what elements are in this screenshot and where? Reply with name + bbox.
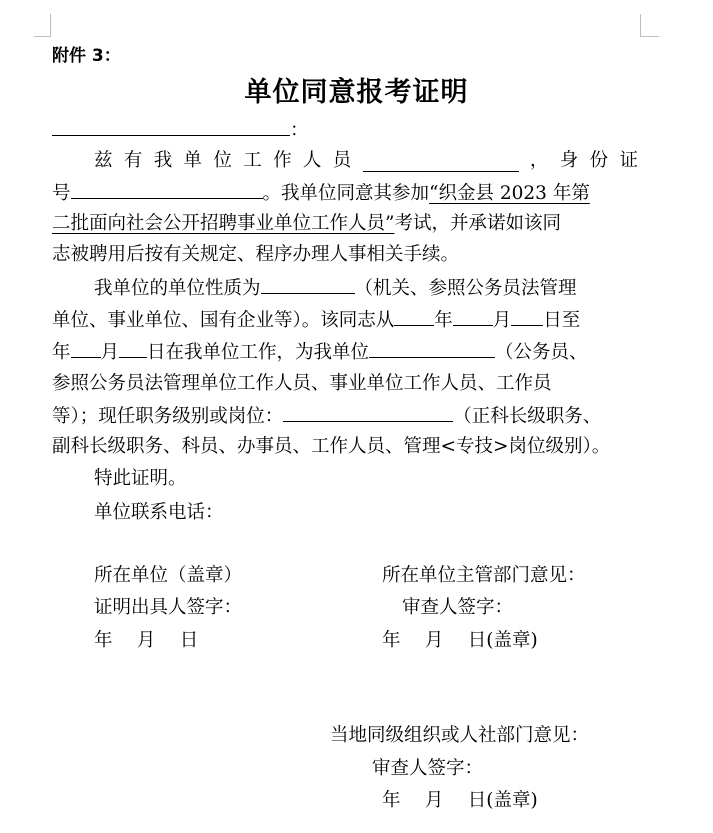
unit-seal-label: 所在单位（盖章） (94, 565, 243, 586)
local-reviewer-label: 审查人签字： (372, 758, 484, 779)
para2-line1 (94, 273, 642, 303)
para1-char: 作 (273, 150, 292, 171)
para1-line1 (94, 146, 638, 176)
position-type-blank[interactable] (369, 337, 495, 358)
page-title: 单位同意报考证明 (244, 77, 469, 108)
para2-line6: 副科长级职务、科员、办事员、工作人员、管理<专技>岗位级别）。 (52, 436, 611, 457)
dept-reviewer-label: 审查人签字： (402, 597, 514, 618)
para1-comma: ， (529, 150, 549, 171)
para1-line3 (52, 209, 642, 239)
para2-text: 单位、事业单位、国有企业等）。该同志从 (52, 310, 395, 331)
local-date-label: 年 月 日(盖章) (382, 790, 538, 811)
para2-line5 (52, 401, 642, 431)
para2-line4: 参照公务员法管理单位工作人员、事业单位工作人员、工作员 (52, 373, 552, 394)
para1-char: 人 (302, 150, 322, 171)
para1-char: 位 (213, 150, 232, 171)
para1-text: 号 (52, 183, 71, 204)
month-label: 月 (100, 342, 120, 363)
to-day-blank[interactable] (119, 337, 147, 358)
staff-name-blank[interactable] (363, 151, 519, 172)
from-year-blank[interactable] (394, 305, 434, 326)
local-opinion-label: 当地同级组织或人社部门意见： (330, 725, 590, 746)
para2-text: 等）；现任职务级别或岗位： (52, 406, 284, 427)
exam-name-part2: 二批面向社会公开招聘事业单位工作人员” (52, 213, 395, 234)
para1-char: 身 (559, 150, 579, 171)
salutation-line (52, 115, 642, 145)
dept-opinion-label: 所在单位主管部门意见： (382, 565, 586, 586)
para2-line3 (52, 337, 642, 367)
para2-text: 日在我单位工作，为我单位 (147, 342, 370, 363)
special-note: 特此证明。 (94, 468, 187, 489)
unit-nature-blank[interactable] (261, 273, 355, 294)
page-corner-mark-right (640, 14, 659, 37)
para1-text: 。我单位同意其参加 (262, 183, 430, 204)
from-month-blank[interactable] (453, 305, 493, 326)
para1-char: 我 (153, 150, 173, 171)
para1-text: 考试，并承诺如该同 (394, 213, 561, 234)
certifier-signature-label: 证明出具人签字： (94, 597, 243, 618)
page-corner-mark-left (34, 14, 51, 37)
para2-text: （公务员、 (495, 342, 588, 363)
para1-line2 (52, 178, 642, 208)
from-day-blank[interactable] (511, 305, 543, 326)
day-to-label: 日至 (543, 310, 581, 331)
para1-line4: 志被聘用后按有关规定、程序办理人事相关手续。 (52, 244, 460, 265)
unit-phone-label: 单位联系电话： (94, 502, 224, 523)
dept-date-label: 年 月 日(盖章) (382, 630, 538, 651)
salutation-colon: ： (290, 120, 309, 141)
para1-char: 有 (123, 150, 143, 171)
para1-char: 份 (589, 150, 609, 171)
para2-text: 我单位的单位性质为 (94, 278, 261, 299)
para2-text: （机关、参照公务员法管理 (354, 278, 577, 299)
id-number-blank[interactable] (71, 178, 263, 199)
addressee-blank[interactable] (52, 115, 290, 136)
exam-name-part1: “织金县 2023 年第 (429, 183, 590, 204)
para2-text: （正科长级职务、 (453, 406, 602, 427)
para1-char: 单 (183, 150, 203, 171)
annex-label: 附件 3： (52, 46, 121, 66)
year-label: 年 (52, 342, 71, 363)
current-post-blank[interactable] (283, 401, 453, 422)
para1-char: 兹 (94, 150, 113, 171)
para2-line2 (52, 305, 642, 335)
para1-char: 员 (332, 150, 352, 171)
para1-char: 证 (619, 150, 638, 171)
month-label: 月 (492, 310, 512, 331)
year-label: 年 (434, 310, 453, 331)
para1-char: 工 (243, 150, 262, 171)
to-month-blank[interactable] (71, 337, 101, 358)
unit-date-label: 年 月 日 (94, 630, 199, 651)
